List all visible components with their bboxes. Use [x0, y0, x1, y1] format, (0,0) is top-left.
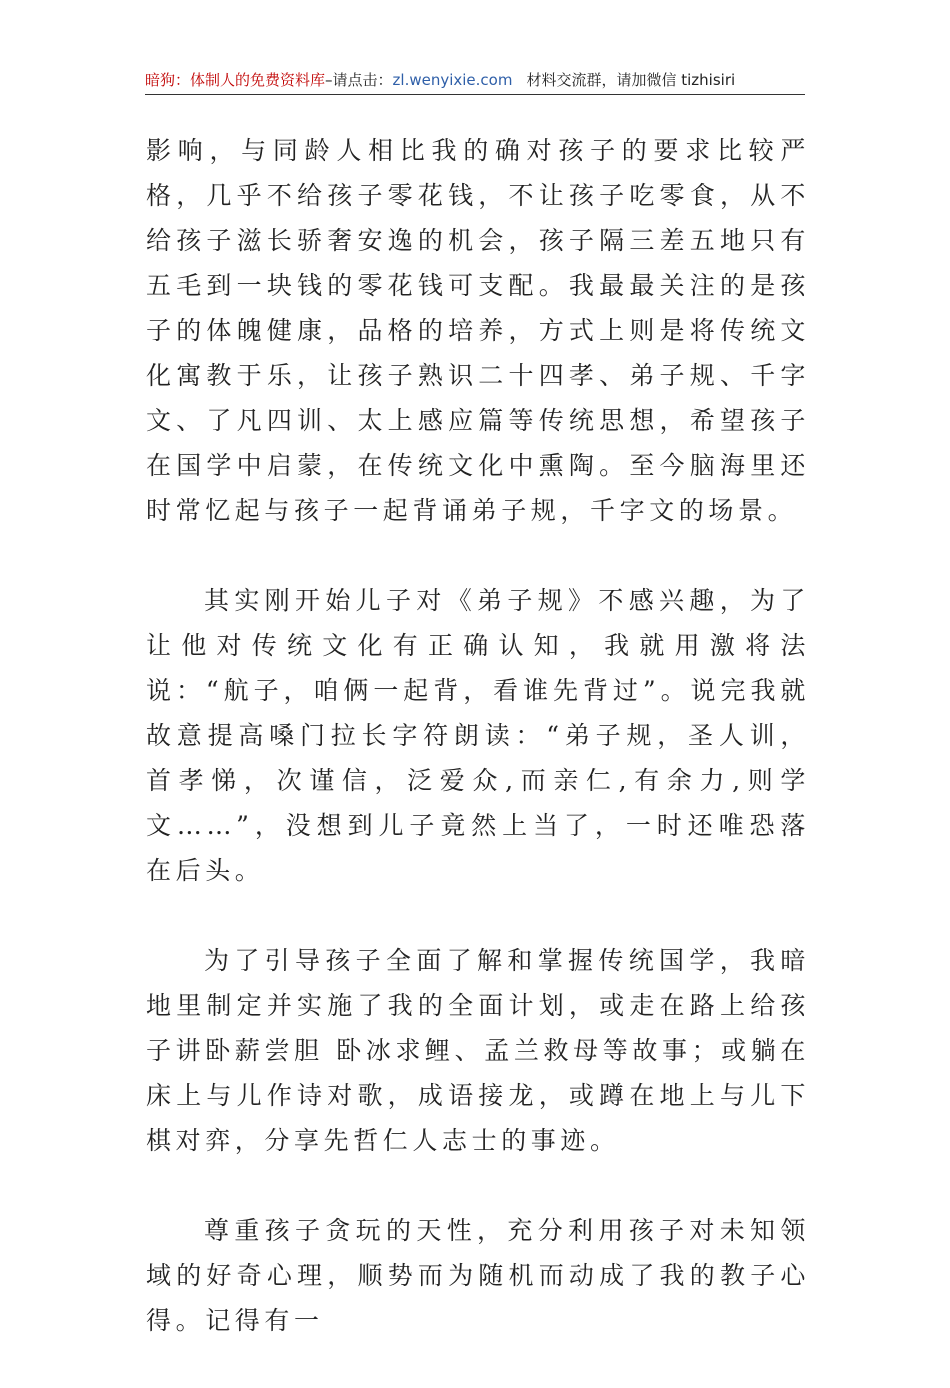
header-contact: 材料交流群，请加微信 tizhisiri — [526, 71, 736, 89]
header-click-prompt: –请点击： — [325, 71, 393, 89]
page-header — [145, 66, 805, 95]
paragraph-3: 为了引导孩子全面了解和掌握传统国学，我暗地里制定并实施了我的全面计划，或走在路上给孩子讲卧薪尝胆 卧冰求鲤、孟兰救母等故事；或躺在床上与儿作诗对歌，成语接龙，或蹲在地上与儿下棋对弈，分享先哲仁人志士的事迹。 — [146, 946, 810, 1155]
document-body — [146, 128, 810, 1388]
header-link[interactable]: zl.wenyixie.com — [392, 71, 513, 89]
paragraph-2: 其实刚开始儿子对《弟子规》不感兴趣，为了让他对传统文化有正确认知，我就用激将法说：“航子，咱俩一起背，看谁先背过”。说完我就故意提高嗓门拉长字符朗读：“弟子规，圣人训，首孝悌，次谨信，泛爱众,而亲仁,有余力,则学文……”，没想到儿子竟然上当了，一时还唯恐落在后头。 — [146, 586, 810, 885]
paragraph-4: 尊重孩子贪玩的天性，充分利用孩子对未知领域的好奇心理，顺势而为随机而动成了我的教子心得。记得有一 — [146, 1216, 810, 1335]
header-brand: 暗狗：体制人的免费资料库 — [145, 71, 326, 89]
paragraph-1: 影响，与同龄人相比我的确对孩子的要求比较严格，几乎不给孩子零花钱，不让孩子吃零食，从不给孩子滋长骄奢安逸的机会，孩子隔三差五地只有五毛到一块钱的零花钱可支配。我最最关注的是孩子的体魄健康，品格的培养，方式上则是将传统文化寓教于乐，让孩子熟识二十四孝、弟子规、千字文、了凡四训、太上感应篇等传统思想，希望孩子在国学中启蒙，在传统文化中熏陶。至今脑海里还时常忆起与孩子一起背诵弟子规，千字文的场景。 — [146, 136, 810, 525]
